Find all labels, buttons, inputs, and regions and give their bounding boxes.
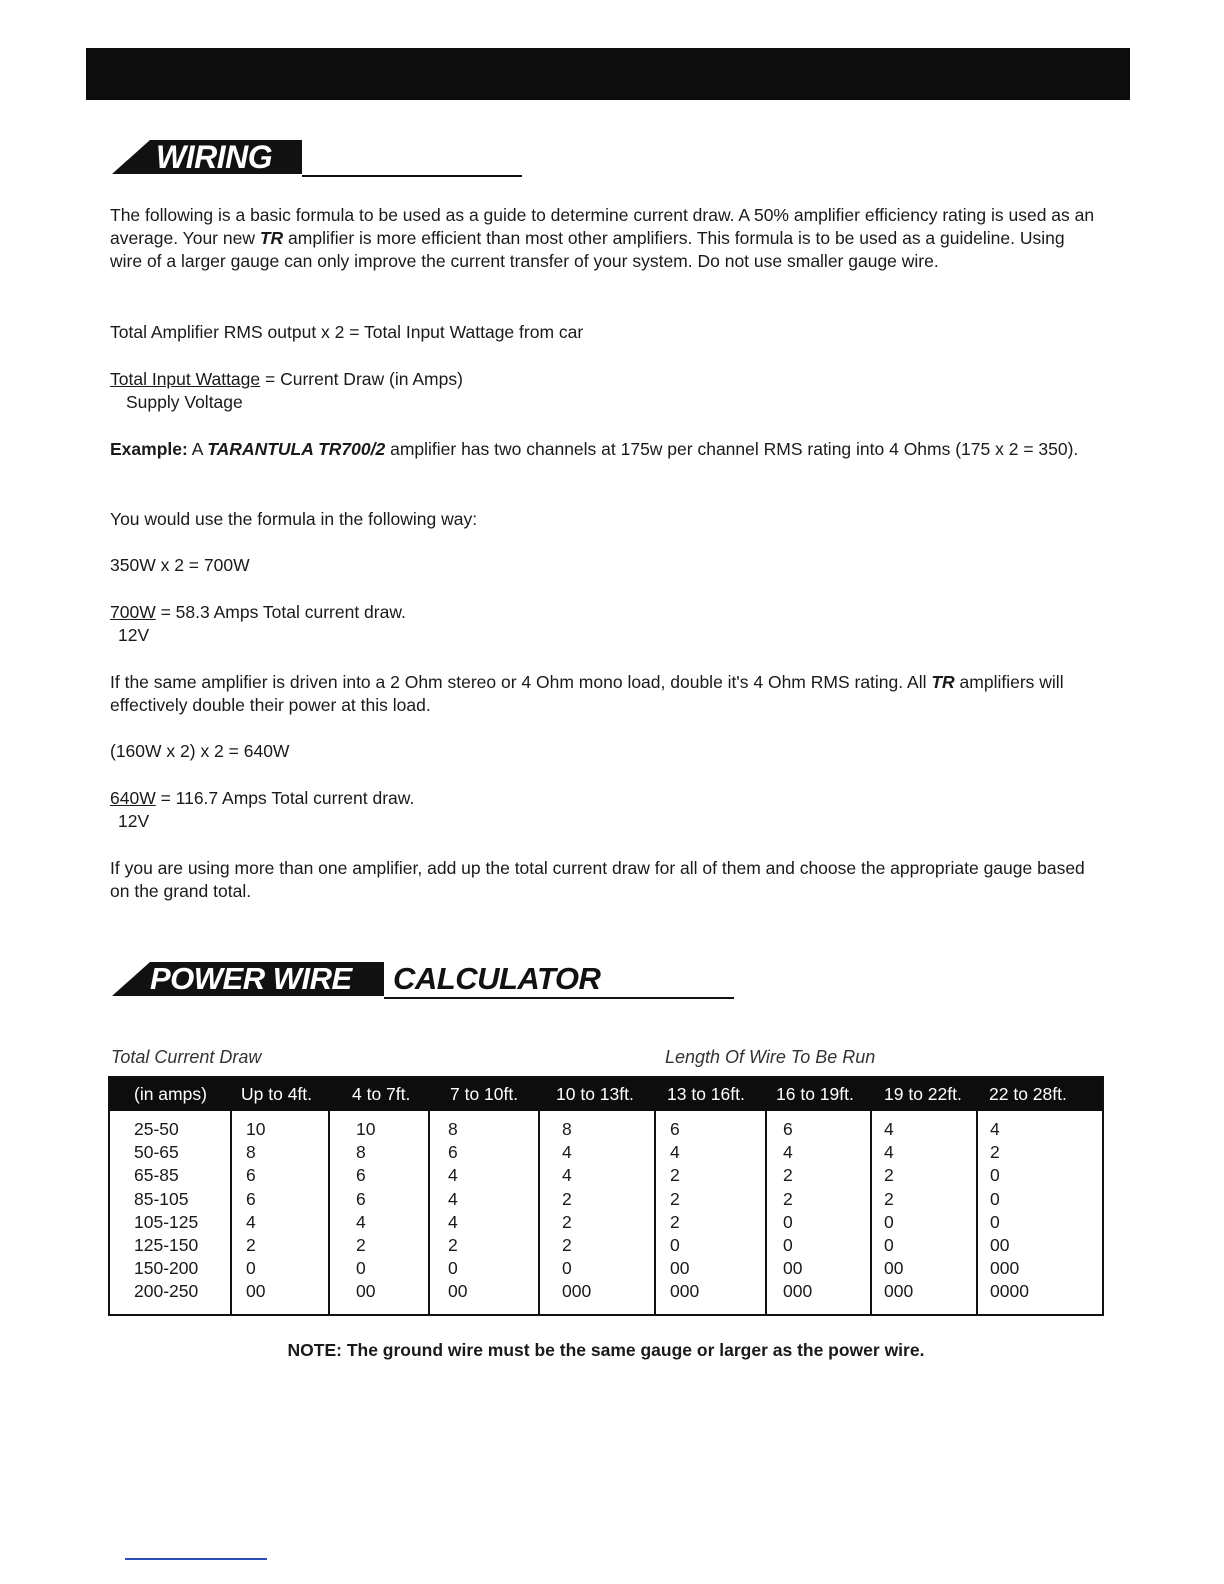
gauge-cell: 8 [356,1142,366,1163]
gauge-cell: 8 [448,1119,458,1139]
table-header-row [110,1078,1102,1111]
amp-range-cell: 25-50 [134,1119,179,1139]
gauge-cell: 6 [783,1119,793,1139]
gauge-cell: 2 [670,1188,680,1209]
gauge-cell: 8 [562,1119,572,1139]
header-16-to-19ft: 16 to 19ft. [776,1084,854,1104]
gauge-cell: 2 [884,1165,894,1186]
gauge-cell: 0 [562,1258,572,1279]
header-up-to-4ft: Up to 4ft. [241,1084,313,1104]
gauge-cell: 4 [448,1165,458,1186]
gauge-cell: 2 [448,1235,458,1255]
amp-range-cell: 200-250 [134,1281,199,1302]
header-22-to-28ft: 22 to 28ft. [989,1084,1067,1104]
gauge-cell: 4 [448,1188,458,1209]
header-amps: (in amps) [134,1084,207,1104]
power-heading-rest: CALCULATOR [393,961,601,996]
gauge-cell: 6 [246,1165,256,1186]
power-wire-calculator-heading [112,962,734,1002]
gauge-cell: 4 [884,1119,894,1139]
gauge-cell: 000 [990,1258,1020,1279]
gauge-cell: 00 [783,1258,803,1279]
gauge-cell: 0 [783,1211,793,1232]
calc-line-1: 350W x 2 = 700W [110,555,250,575]
gauge-cell: 6 [356,1188,366,1209]
gauge-cell: 2 [356,1235,366,1255]
header-bar [86,48,1130,100]
header-13-to-16ft: 13 to 16ft. [667,1084,745,1104]
caption-wire-length: Length Of Wire To Be Run [665,1047,876,1067]
gauge-cell: 2 [670,1211,680,1232]
amp-range-cell: 50-65 [134,1142,179,1163]
gauge-cell: 0 [356,1258,366,1279]
ground-wire-note: NOTE: The ground wire must be the same gauge or larger as the power wire. [287,1340,925,1360]
gauge-cell: 00 [356,1281,376,1302]
gauge-cell: 10 [356,1119,376,1139]
table-column [538,1111,656,1314]
gauge-cell: 4 [448,1211,458,1232]
amp-range-cell: 150-200 [134,1258,199,1279]
calc-line-2: 700W = 58.3 Amps Total current draw. 12V [110,602,406,645]
gauge-cell: 0 [448,1258,458,1279]
formula-line-1: Total Amplifier RMS output x 2 = Total Input Wattage from car [110,322,584,342]
gauge-cell: 0 [783,1235,793,1255]
table-column [765,1111,872,1314]
gauge-cell: 4 [670,1142,680,1163]
caption-total-current-draw: Total Current Draw [111,1047,262,1067]
gauge-cell: 2 [783,1188,793,1209]
gauge-cell: 2 [884,1188,894,1209]
example-paragraph: Example: A TARANTULA TR700/2 amplifier has two channels at 175w per channel RMS rating into 4 Ohms (175 x 2 = 350). [110,439,1079,459]
bridged-paragraph: If the same amplifier is driven into a 2 Ohm stereo or 4 Ohm mono load, double it's 4 Ohm RMS rating. All TR amplifiers will effectively double their power at this load. [110,672,1064,715]
gauge-cell: 0 [884,1211,894,1232]
gauge-cell: 4 [562,1142,572,1163]
gauge-cell: 2 [783,1165,793,1186]
gauge-cell: 4 [990,1119,1000,1139]
wiring-heading [112,140,522,180]
wiring-intro: The following is a basic formula to be used as a guide to determine current draw. A 50% amplifier efficiency rating is used as an average. Your new TR amplifier is more efficient than most other amplifiers. This formula is to be used as a guideline. Using wire of a larger gauge can only improve the current transfer of your system. Do not use smaller gauge wire. [110,205,1095,271]
table-column [976,1111,1104,1314]
table-column [328,1111,430,1314]
wiring-heading-text: WIRING [156,139,273,175]
amp-range-cell: 105-125 [134,1211,199,1232]
gauge-cell: 10 [246,1119,266,1139]
header-19-to-22ft: 19 to 22ft. [884,1084,962,1104]
gauge-cell: 0 [990,1165,1000,1186]
gauge-cell: 2 [246,1235,256,1255]
gauge-cell: 0 [670,1235,680,1255]
header-10-to-13ft: 10 to 13ft. [556,1084,634,1104]
gauge-cell: 00 [884,1258,904,1279]
use-formula-text: You would use the formula in the following way: [110,509,478,529]
gauge-cell: 6 [246,1188,256,1209]
gauge-cell: 2 [562,1211,572,1232]
amp-range-cell: 65-85 [134,1165,179,1186]
gauge-cell: 00 [670,1258,690,1279]
power-wire-table [108,1076,1104,1316]
header-7-to-10ft: 7 to 10ft. [450,1084,519,1104]
gauge-cell: 6 [670,1119,680,1139]
table-column [230,1111,330,1314]
gauge-cell: 00 [448,1281,468,1302]
gauge-cell: 000 [783,1281,813,1302]
amp-range-cell: 85-105 [134,1188,189,1209]
gauge-cell: 2 [562,1188,572,1209]
header-4-to-7ft: 4 to 7ft. [352,1084,411,1104]
gauge-cell: 0 [246,1258,256,1279]
table-column [870,1111,978,1314]
calc-line-4: 640W = 116.7 Amps Total current draw. 12V [110,788,415,831]
amp-range-cell: 125-150 [134,1235,199,1255]
gauge-cell: 2 [562,1235,572,1255]
gauge-cell: 000 [562,1281,592,1302]
gauge-cell: 0 [884,1235,894,1255]
gauge-cell: 6 [448,1142,458,1163]
gauge-cell: 8 [246,1142,256,1163]
gauge-cell: 0000 [990,1281,1029,1302]
table-column [110,1111,230,1314]
calc-line-3: (160W x 2) x 2 = 640W [110,741,290,761]
gauge-cell: 0 [990,1211,1000,1232]
table-column [654,1111,767,1314]
gauge-cell: 6 [356,1165,366,1186]
gauge-cell: 4 [783,1142,793,1163]
formula-current-draw: Total Input Wattage = Current Draw (in Amps) Supply Voltage [110,369,463,412]
gauge-cell: 00 [990,1235,1010,1255]
gauge-cell: 4 [246,1211,256,1232]
gauge-cell: 4 [562,1165,572,1186]
footer-rule [125,1558,267,1560]
gauge-cell: 2 [670,1165,680,1186]
gauge-cell: 000 [884,1281,914,1302]
gauge-cell: 4 [356,1211,366,1232]
power-heading-boxed: POWER WIRE [150,961,352,996]
gauge-cell: 000 [670,1281,700,1302]
multi-amp-paragraph: If you are using more than one amplifier, add up the total current draw for all of them and choose the appropriate gauge based on the grand total. [110,858,1085,901]
gauge-cell: 4 [884,1142,894,1163]
gauge-cell: 00 [246,1281,266,1302]
gauge-cell: 0 [990,1188,1000,1209]
gauge-cell: 2 [990,1142,1000,1163]
table-column [428,1111,540,1314]
